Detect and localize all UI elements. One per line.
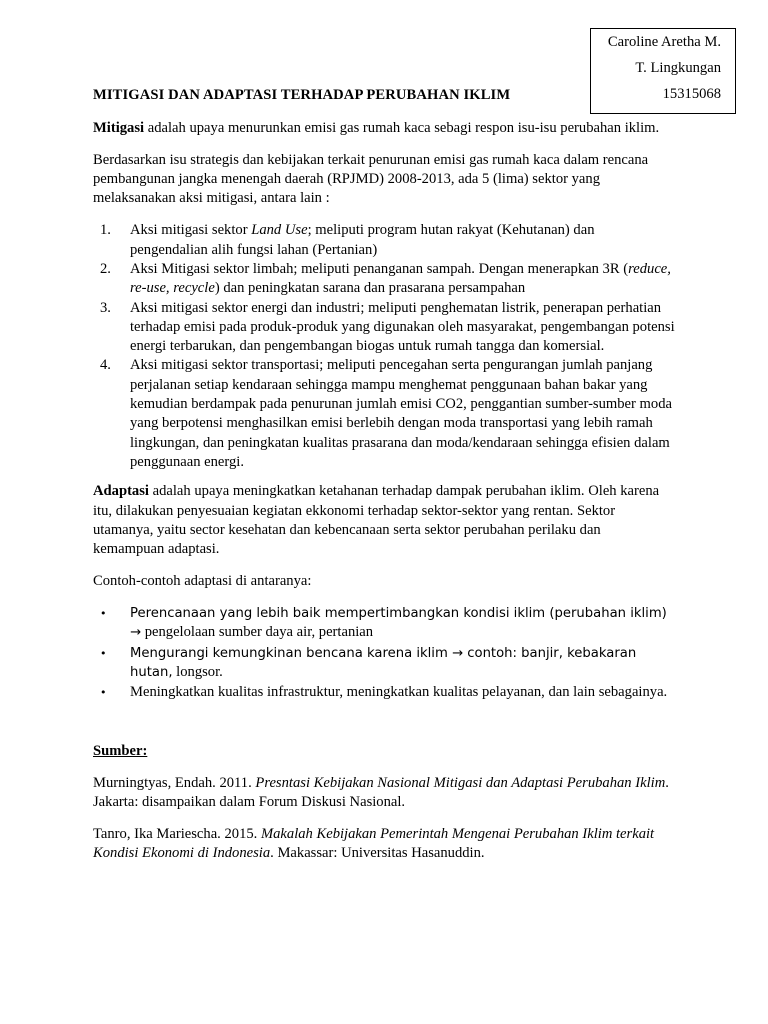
list-item: [100, 299, 675, 357]
mitigation-term: Mitigasi: [93, 120, 145, 136]
reference-text: Tanro, Ika Mariescha. 2015.: [93, 825, 261, 842]
reference-publisher: . Makassar: Universitas Hasanuddin.: [270, 845, 485, 862]
reference-title: Presntasi Kebijakan Nasional Mitigasi dan Adaptasi Perubahan Iklim: [255, 774, 666, 791]
list-item-text: Aksi mitigasi sektor transportasi; meliputi pencegahan serta pengurangan jumlah panjang perjalanan setiap kendaraan sehingga mampu menghemat penggunaan bahan bakar yang kemudian berdampak pada penurunan jumlah emisi CO2, penggantian sumber-sumber moda yang berpotensi menghasilkan emisi berlebih dengan moda transportasi yang lebih ramah lingkungan, dan peningkatan kualitas prasarana dan moda/kendaraan sehingga efisien dalam penggunaan energi.: [130, 357, 672, 470]
list-item: [100, 604, 675, 643]
list-item: [100, 356, 675, 472]
adaptation-term: Adaptasi: [93, 483, 149, 500]
author-student-id: 15315068: [662, 86, 721, 102]
sources-heading: Sumber:: [93, 743, 148, 760]
list-item: [100, 644, 675, 683]
list-item-italic: Land Use: [251, 222, 308, 239]
list-item-text-end: longsor.: [172, 663, 223, 680]
adaptation-definition-text: adalah upaya meningkatkan ketahanan terhadap dampak perubahan iklim. Oleh karena itu, dilakukan penyesuaian kegiatan ekkonomi terhadap sektor-sektor yang rentan. Sektor utamanya, yaitu sector kesehatan dan kebencanaan serta sektor perubahan perilaku dan kemampuan adaptasi.: [93, 483, 660, 558]
list-number: 1.: [100, 222, 111, 239]
list-item-text-end: pengelolaan sumber daya air, pertanian: [141, 624, 374, 641]
document-title: MITIGASI DAN ADAPTASI TERHADAP PERUBAHAN IKLIM: [93, 87, 511, 103]
mitigation-definition: [93, 119, 675, 138]
list-number: 3.: [100, 299, 111, 316]
reference-item: [93, 774, 675, 813]
reference-item: [93, 825, 675, 864]
bullet-icon: •: [100, 686, 107, 700]
mitigation-list: [93, 221, 675, 472]
list-item-text: Aksi mitigasi sektor: [130, 222, 252, 239]
list-item-text: Meningkatkan kualitas infrastruktur, meningkatkan kualitas pelayanan, dan lain sebagainya.: [130, 684, 668, 701]
reference-publisher: . Jakarta: disampaikan dalam Forum Diskusi Nasional.: [93, 774, 669, 810]
reference-text: Murningtyas, Endah. 2011.: [93, 774, 256, 791]
bullet-icon: •: [100, 606, 107, 620]
mitigation-definition-text: adalah upaya menurunkan emisi gas rumah kaca sebagi respon isu-isu perubahan iklim.: [144, 120, 660, 136]
list-item-text: Mengurangi kemungkinan bencana karena iklim → contoh: banjir, kebakaran hutan,: [130, 645, 637, 680]
list-item-italic: reduce, re-use, recycle: [130, 260, 671, 297]
list-item-text-end: ; meliputi program hutan rakyat (Kehutanan) dan pengendalian alih fungsi lahan (Pertanian): [130, 222, 595, 258]
list-item: [100, 260, 675, 299]
adaptation-examples-list: [93, 604, 675, 702]
author-info-box: [590, 28, 736, 114]
list-item-text: Aksi mitigasi sektor energi dan industri; meliputi penghematan listrik, penerapan perhatian terhadap emisi pada produk-produk yang digunakan oleh masyarakat, pengembangan potensi energi terbarukan, dan pengembangan biogas untuk rumah tangga dan komersial.: [130, 299, 675, 355]
document-body: [93, 119, 675, 876]
adaptation-definition: [93, 482, 675, 559]
adaptation-examples-heading: Contoh-contoh adaptasi di antaranya:: [93, 573, 312, 590]
list-item-text-end: ) dan peningkatan sarana dan prasarana persampahan: [214, 280, 526, 297]
author-department: T. Lingkungan: [635, 60, 721, 76]
mitigation-context: Berdasarkan isu strategis dan kebijakan terkait penurunan emisi gas rumah kaca dalam rencana pembangunan jangka menengah daerah (RPJMD) 2008-2013, ada 5 (lima) sektor yang melaksanakan aksi mitigasi, antara lain :: [93, 151, 649, 207]
reference-title: Makalah Kebijakan Pemerintah Mengenai Perubahan Iklim terkait Kondisi Ekonomi di Indonesia: [93, 825, 655, 862]
list-number: 2.: [100, 260, 111, 277]
list-number: 4.: [100, 357, 111, 374]
bullet-icon: •: [100, 646, 107, 660]
author-name: Caroline Aretha M.: [607, 34, 721, 50]
list-item-text: Aksi Mitigasi sektor limbah; meliputi penanganan sampah. Dengan menerapkan 3R (: [130, 260, 629, 277]
list-item: [100, 683, 675, 702]
list-item-text: Perencanaan yang lebih baik mempertimbangkan kondisi iklim (perubahan iklim) →: [130, 605, 667, 641]
list-item: [100, 221, 675, 260]
